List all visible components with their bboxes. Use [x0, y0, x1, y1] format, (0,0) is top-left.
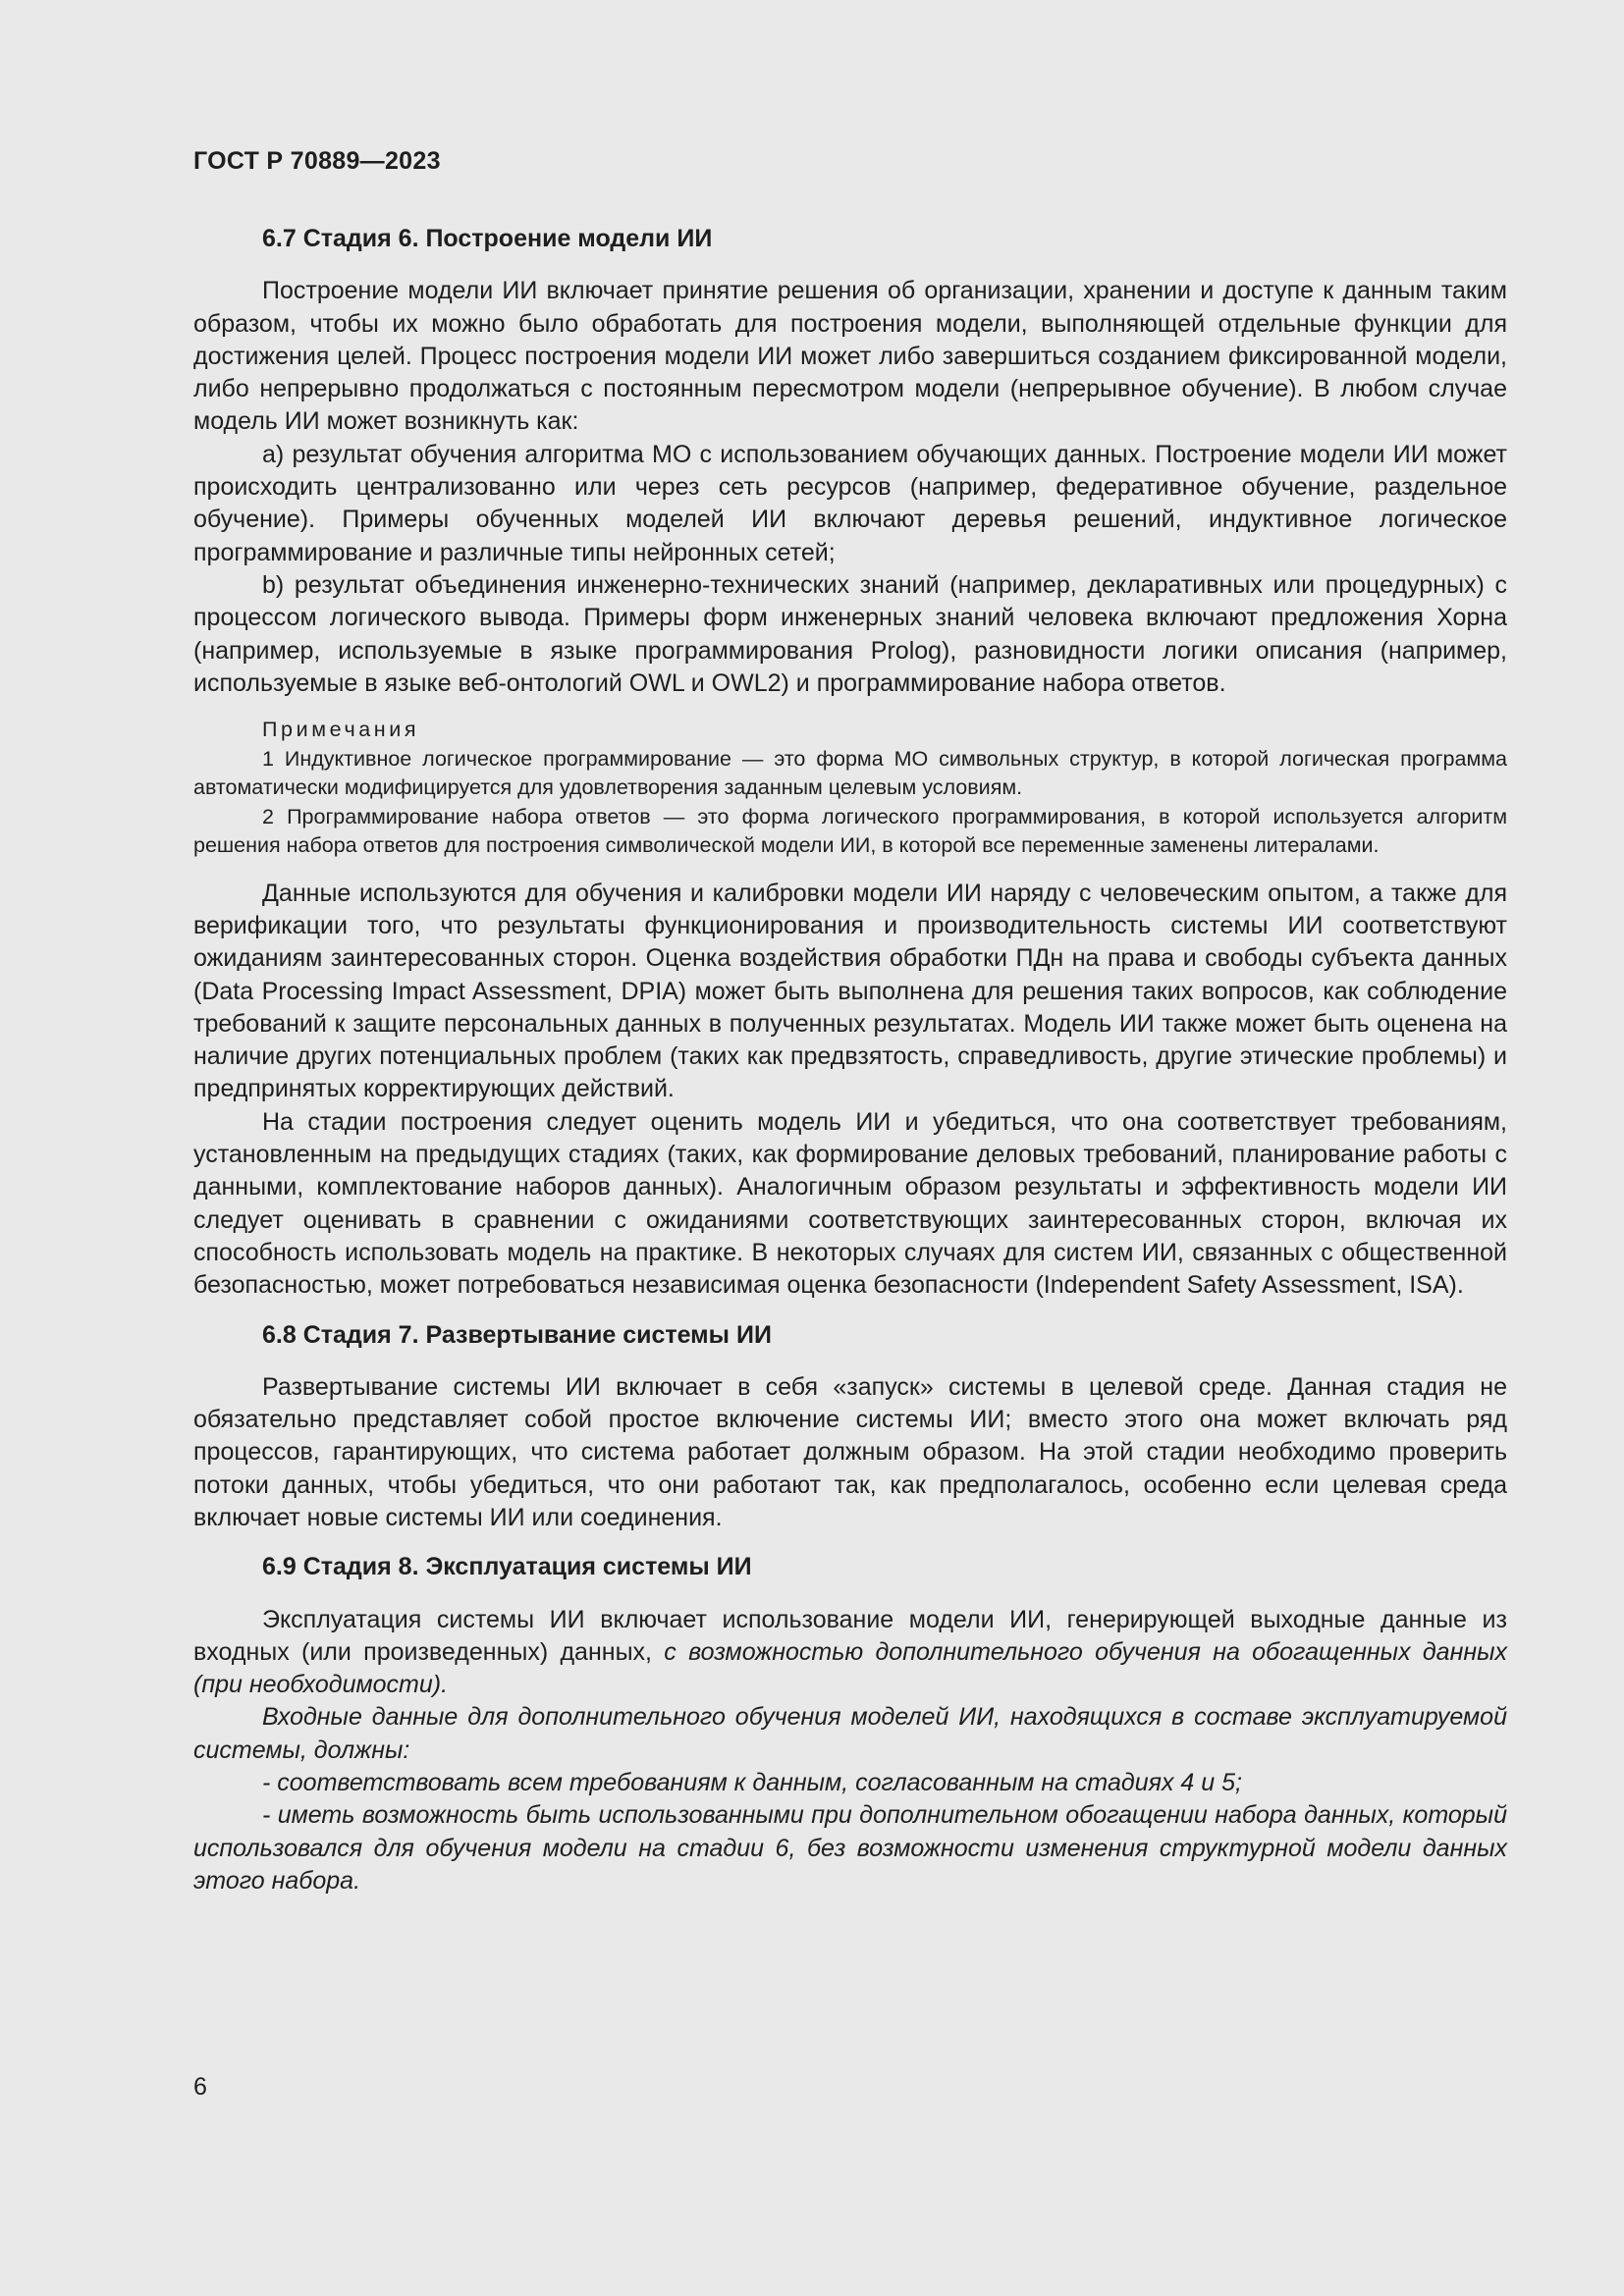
notes-block	[193, 716, 1507, 861]
section-6-8-paragraph-1: Развертывание системы ИИ включает в себя «запуск» системы в целевой среде. Данная стадия не обязательно представляет собой простое включение системы ИИ; вместо этого она может включать ряд процессов, гарантирующих, что система работает должным образом. На этой стадии необходимо проверить потоки данных, чтобы убедиться, что они работают так, как предполагалось, особенно если целевая среда включает новые системы ИИ или соединения.	[193, 1372, 1507, 1531]
section-6-7-heading: 6.7 Стадия 6. Построение модели ИИ	[262, 225, 713, 252]
list-item-a: a) результат обучения алгоритма МО с использованием обучающих данных. Построение модели ИИ может происходить централизованно или через сеть ресурсов (например, федеративное обучение, раздельное обучение). Примеры обученных моделей ИИ включают деревья решений, индуктивное логическое программирование и различные типы нейронных сетей;	[193, 440, 1507, 566]
section-6-9-list-item-2: - иметь возможность быть использованными при дополнительном обогащении набора данных, который использовался для обучения модели на стадии 6, без возможности изменения структурной модели данных этого набора.	[193, 1801, 1507, 1895]
section-6-7-paragraph-1: Построение модели ИИ включает принятие решения об организации, хранении и доступе к данным таким образом, чтобы их можно было обработать для построения модели, выполняющей отдельные функции для достижения целей. Процесс построения модели ИИ может либо завершиться созданием фиксированной модели, либо непрерывно продолжаться с постоянным пересмотром модели (непрерывное обучение). В любом случае модель ИИ может возникнуть как:	[193, 277, 1507, 436]
note-1: 1 Индуктивное логическое программирование — это форма МО символьных структур, в которой логическая программа автоматически модифицируется для удовлетворения заданным целевым условиям.	[193, 746, 1507, 800]
note-2: 2 Программирование набора ответов — это форма логического программирования, в которой используется алгоритм решения набора ответов для построения символической модели ИИ, в которой все переменные заменены литералами.	[193, 804, 1507, 858]
section-6-9-paragraph-1	[193, 1604, 1507, 1702]
notes-title: Примечания	[262, 718, 420, 742]
paragraph-italic-text: с возможностью дополнительного обучения на обогащенных данных (при необходимости).	[193, 1637, 1507, 1699]
section-6-9-list-item-1: - соответствовать всем требованиям к данным, согласованным на стадиях 4 и 5;	[262, 1769, 1242, 1797]
document-body	[193, 223, 1507, 1897]
paragraph-regular-text: Эксплуатация системы ИИ включает использование модели ИИ, генерирующей выходные данные из входных (или произведенных) данных,	[193, 1605, 1507, 1666]
section-6-7-paragraph-2: Данные используются для обучения и калибровки модели ИИ наряду с человеческим опытом, а также для верификации того, что результаты функционирования и производительность системы ИИ соответствуют ожиданиям заинтересованных сторон. Оценка воздействия обработки ПДн на права и свободы субъекта данных (Data Processing Impact Assessment, DPIA) может быть выполнена для решения таких вопросов, как соблюдение требований к защите персональных данных в полученных результатах. Модель ИИ также может быть оценена на наличие других потенциальных проблем (таких как предвзятость, справедливость, другие этические проблемы) и предпринятых корректирующих действий.	[193, 879, 1507, 1103]
section-6-8-heading: 6.8 Стадия 7. Развертывание системы ИИ	[262, 1320, 772, 1349]
page-number: 6	[193, 2073, 207, 2101]
section-6-9-paragraph-2: Входные данные для дополнительного обучения моделей ИИ, находящихся в составе эксплуатируемой системы, должны:	[193, 1703, 1507, 1764]
list-item-b: b) результат объединения инженерно-технических знаний (например, декларативных или процедурных) с процессом логического вывода. Примеры форм инженерных знаний человека включают предложения Хорна (например, используемые в языке программирования Prolog), разновидности логики описания (например, используемые в языке веб-онтологий OWL и OWL2) и программирование набора ответов.	[193, 570, 1507, 697]
document-header: ГОСТ Р 70889—2023	[193, 147, 441, 175]
section-6-9-heading: 6.9 Стадия 8. Эксплуатация системы ИИ	[262, 1553, 752, 1581]
section-6-7-paragraph-3: На стадии построения следует оценить модель ИИ и убедиться, что она соответствует требованиям, установленным на предыдущих стадиях (таких, как формирование деловых требований, планирование работы с данными, комплектование наборов данных). Аналогичным образом результаты и эффективность модели ИИ следует оценивать в сравнении с ожиданиями соответствующих заинтересованных сторон, включая их способность использовать модель на практике. В некоторых случаях для систем ИИ, связанных с общественной безопасностью, может потребоваться независимая оценка безопасности (Independent Safety Assessment, ISA).	[193, 1107, 1507, 1300]
